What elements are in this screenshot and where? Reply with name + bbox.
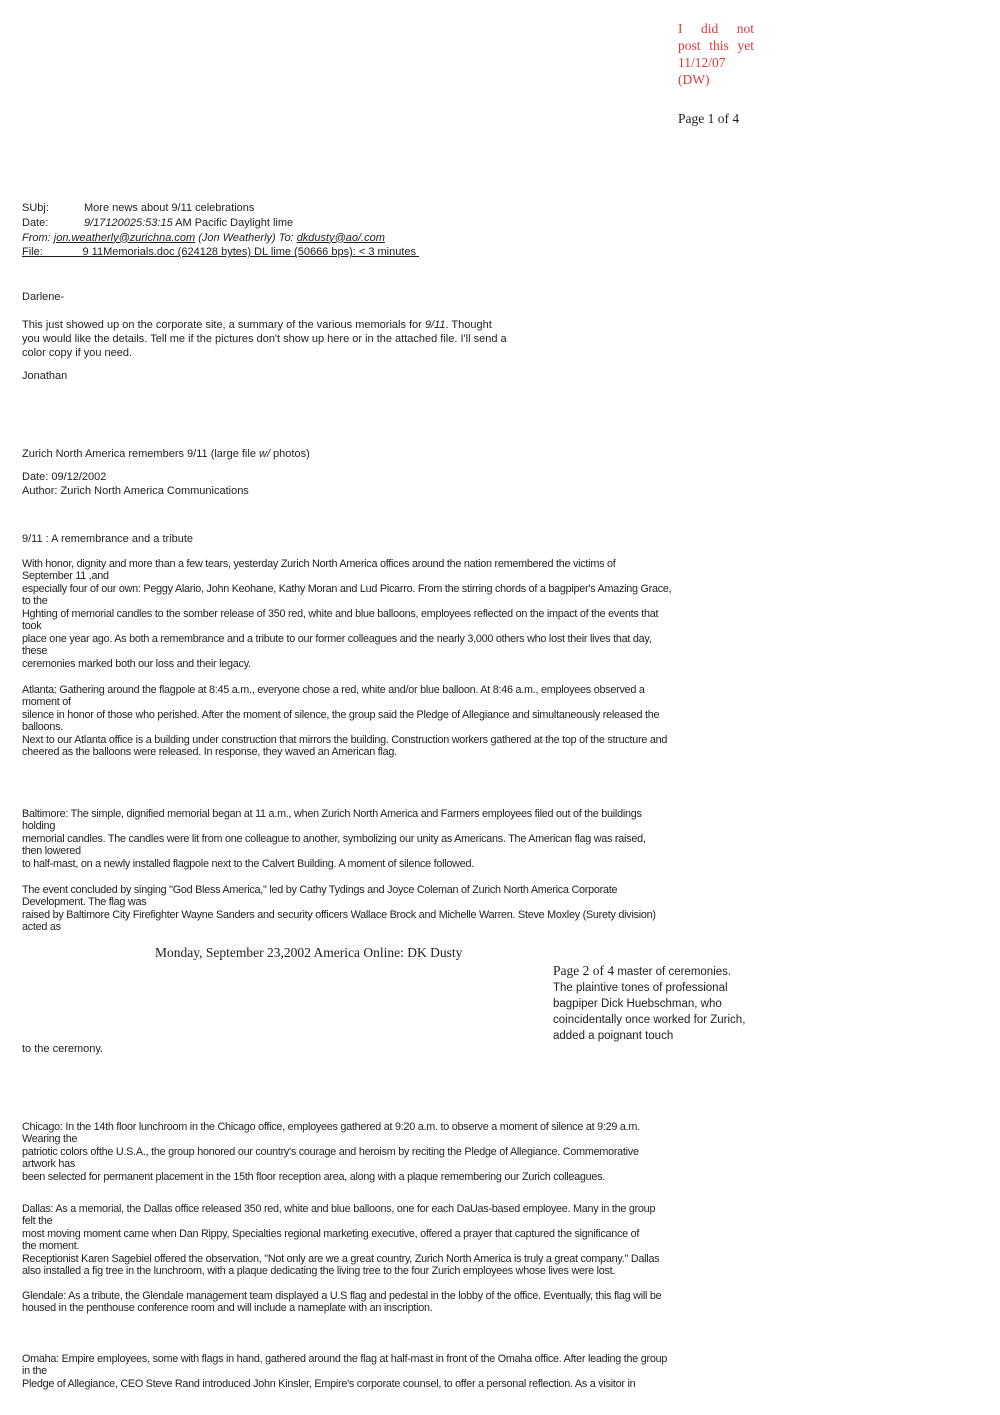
text-line: Glendale: As a tribute, the Glendale management team displayed a U.S flag and pedestal in the lobby of the office. Eventually, this flag will be: [22, 1290, 662, 1302]
text-line: silence in honor of those who perished. After the moment of silence, the group said the Pledge of Allegiance and simultaneously released the: [22, 708, 660, 721]
article-title-italic: w/: [259, 448, 270, 460]
header-from-row: [22, 231, 762, 246]
paragraph-dallas: [22, 1203, 659, 1278]
to-email: dkdusty@ao/.com: [296, 231, 385, 244]
text-line: With honor, dignity and more than a few tears, yesterday Zurich North America offices around the nation remembered the victims of: [22, 558, 616, 570]
paragraph-glendale: [22, 1290, 661, 1315]
date-label: Date:: [22, 216, 49, 229]
text-line: color copy if you need.: [22, 347, 133, 359]
page2-continuation: master of ceremonies.: [614, 966, 732, 978]
text-line: the moment.: [22, 1240, 80, 1253]
article-heading: 9/11 : A remembrance and a tribute: [22, 533, 194, 545]
text-line: Chicago: In the 14th floor lunchroom in the Chicago office, employees gathered at 9:20 a.m. to observe a moment of silence at 9:29 a.m.: [22, 1121, 640, 1133]
text-line: [22, 318, 762, 332]
email-header: [22, 201, 762, 260]
text-line: these: [22, 645, 48, 658]
text-line: cheered as the balloons were released. In response, they waved an American flag.: [22, 746, 397, 759]
text-line: took: [22, 620, 42, 633]
print-footer-line: Monday, September 23,2002 America Online: DK Dusty: [155, 945, 463, 960]
article-title: [22, 447, 310, 461]
text-line: ceremonies marked both our loss and their legacy.: [22, 657, 251, 670]
header-file-row: File: 9 11Memorials.doc (624128 bytes) DL lime (50666 bps): < 3 minutes: [22, 246, 420, 259]
note-greeting: Darlene-: [22, 291, 65, 303]
text-line: September 11 ,and: [22, 570, 109, 583]
text-line: Receptionist Karen Sagebiel offered the observation, "Not only are we a great country, Zurich North America is truly a great company." Dallas: [22, 1252, 660, 1265]
text-line: raised by Baltimore City Firefighter Wayne Sanders and security officers Wallace Brock and Michelle Warren. Steve Moxley (Surety division): [22, 908, 656, 921]
text-line: coincidentally once worked for Zurich,: [553, 1014, 746, 1026]
paragraph-baltimore-event: [22, 884, 656, 934]
note-line1-post: . Thought: [445, 319, 492, 331]
article-title-pre: Zurich North America remembers 9/11 (large file: [22, 448, 259, 460]
text-line: been selected for permanent placement in the 15th floor reception area, along with a plaque remembering our Zurich colleagues.: [22, 1170, 606, 1183]
text-line: Hghting of memorial candles to the somber release of 350 red, white and blue balloons, employees reflected on the impact of the events that: [22, 607, 659, 620]
page-number: Page 1 of 4: [678, 111, 740, 126]
paragraph-overview: [22, 558, 671, 670]
annotation-line: post this yet: [678, 38, 754, 53]
text-line: also installed a fig tree in the lunchroom, with a plaque dedicating the living tree to the four Zurich employees whose lives were lost.: [22, 1265, 616, 1278]
text-line: in the: [22, 1365, 47, 1378]
text-line: then lowered: [22, 845, 81, 858]
text-line: Omaha: Empire employees, some with flags in hand, gathered around the flag at half-mast in front of the Omaha office. After leading the group: [22, 1353, 668, 1365]
text-line: to the: [22, 595, 48, 608]
text-line: Dallas: As a memorial, the Dallas office released 350 red, white and blue balloons, one for each DaUas-based employee. Many in the group: [22, 1203, 656, 1215]
subject-label: SUbj:: [22, 202, 49, 214]
text-line: acted as: [22, 921, 61, 934]
text-line: you would like the details. Tell me if the pictures don't show up here or in the attached file. I'll send a: [22, 333, 507, 345]
page2-first-line: [553, 963, 753, 980]
note-body: [22, 318, 762, 360]
text-line: The event concluded by singing "God Bless America," led by Cathy Tydings and Joyce Coleman of Zurich North America Corporate: [22, 884, 618, 896]
text-line: Baltimore: The simple, dignified memorial began at 11 a.m., when Zurich North America and Farmers employees filed out of the buildings: [22, 808, 642, 820]
date-value: [84, 216, 293, 231]
subject-value: More news about 9/11 celebrations: [84, 202, 255, 214]
text-line: balloons.: [22, 721, 63, 734]
text-line: artwork has: [22, 1158, 76, 1171]
red-ink-annotation: [678, 20, 754, 88]
text-line: memorial candles. The candles were lit from one colleague to another, symbolizing our unity as Americans. The American flag was raised,: [22, 832, 646, 845]
header-subject-row: [22, 201, 762, 216]
text-line: The plaintive tones of professional: [553, 982, 728, 994]
note-line1-italic: 9/11: [424, 319, 446, 331]
article-author: Author: Zurich North America Communications: [22, 485, 249, 497]
text-line: place one year ago. As both a remembrance and a tribute to our former colleagues and the nearly 3,000 others who lost their lives that day,: [22, 632, 652, 645]
ceremony-line: to the ceremony.: [22, 1043, 104, 1055]
paragraph-atlanta: [22, 684, 667, 759]
text-line: to half-mast, on a newly installed flagpole next to the Calvert Building. A moment of silence followed.: [22, 857, 474, 870]
text-line: patriotic colors ofthe U.S.A., the group honored our country's courage and heroism by reciting the Pledge of Allegiance. Commemorative: [22, 1145, 639, 1158]
paragraph-chicago: [22, 1121, 640, 1183]
page2-block: [553, 963, 753, 1044]
text-line: Development. The flag was: [22, 896, 147, 909]
page2-lines: [553, 980, 753, 1044]
text-line: added a poignant touch: [553, 1030, 674, 1042]
text-line: moment of: [22, 696, 71, 709]
note-signature: Jonathan: [22, 370, 68, 382]
text-line: Wearing the: [22, 1133, 78, 1146]
article-date: Date: 09/12/2002: [22, 471, 107, 483]
date-timestamp: 9/17120025:53:15: [84, 216, 173, 229]
date-timezone: AM Pacific Daylight lime: [172, 216, 294, 229]
text-line: Pledge of Allegiance, CEO Steve Rand introduced John Kinsler, Empire's corporate counsel, to offer a personal reflection. As a visitor in: [22, 1377, 636, 1390]
text-line: Atlanta: Gathering around the flagpole at 8:45 a.m., everyone chose a red, white and/or blue balloon. At 8:46 a.m., employees observed a: [22, 684, 645, 696]
text-line: Next to our Atlanta office is a building under construction that mirrors the building. Construction workers gathered at the top of the structure and: [22, 733, 668, 746]
from-email: jon.weatherly@zurichna.com: [53, 231, 196, 244]
article-meta: [22, 470, 249, 498]
from-to-text: (Jon Weatherly) To:: [195, 231, 297, 244]
annotation-line: (DW): [678, 72, 710, 87]
text-line: felt the: [22, 1215, 53, 1228]
text-line: holding: [22, 820, 56, 833]
paragraph-baltimore: [22, 808, 646, 870]
page2-number: Page 2 of 4: [553, 963, 615, 978]
from-label: From:: [22, 231, 54, 244]
annotation-line: 11/12/07: [678, 55, 726, 70]
annotation-line: I did not: [678, 21, 754, 36]
note-line1-pre: This just showed up on the corporate site, a summary of the various memorials for: [22, 319, 425, 331]
paragraph-omaha: [22, 1353, 667, 1390]
header-date-row: [22, 216, 762, 231]
text-line: housed in the penthouse conference room and will include a nameplate with an inscription.: [22, 1302, 433, 1315]
article-title-post: photos): [270, 448, 310, 460]
text-line: bagpiper Dick Huebschman, who: [553, 998, 722, 1010]
text-line: most moving moment came when Dan Rippy, Specialties regional marketing executive, offered a prayer that captured the significance of: [22, 1227, 640, 1240]
text-line: especially four of our own: Peggy Alario, John Keohane, Kathy Moran and Lud Picarro. From the stirring chords of a bagpiper's Amazing Grace,: [22, 582, 672, 595]
